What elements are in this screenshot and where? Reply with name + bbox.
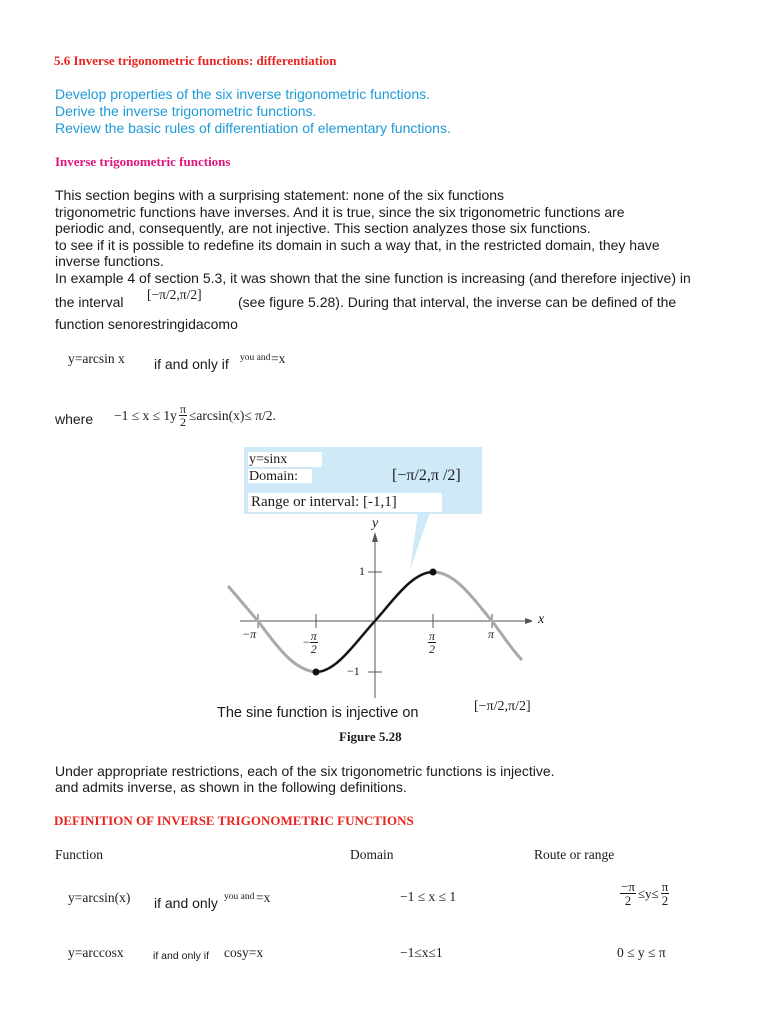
paragraph-line-3: periodic and, consequently, are not injective. This section analyzes those six functions. <box>55 220 591 236</box>
axis-y-label: y <box>372 516 379 531</box>
figure-caption-text: The sine function is injective on <box>217 705 419 721</box>
paragraph-line-8: function senorestringidacomo <box>55 316 238 332</box>
row2-right: cosy=x <box>224 945 264 960</box>
eq1-right: =x <box>271 351 286 366</box>
callout-pointer <box>410 512 430 570</box>
eq2-frac <box>179 403 187 428</box>
paragraph-line-2: trigonometric functions have inverses. And it is true, since the six trigonometric functions are <box>55 204 625 220</box>
row1-range-frac2 <box>661 880 670 907</box>
y-axis-arrow <box>372 532 378 542</box>
sine-graph <box>222 512 532 702</box>
paragraph-line-1: This section begins with a surprising statement: none of the six functions <box>55 187 505 203</box>
row1-range-num2: π <box>661 879 669 894</box>
tick-label-y-neg: −1 <box>347 664 360 678</box>
tick-half-num: π <box>429 629 436 643</box>
row1-range <box>620 880 669 907</box>
paragraph-line-6: In example 4 of section 5.3, it was shown that the sine function is increasing (and therefore injective) in <box>55 270 691 286</box>
row1-mid: if and only <box>154 895 218 911</box>
x-axis-arrow <box>525 618 532 624</box>
paragraph-line-4: to see if it is possible to redefine its domain in such a way that, in the restricted domain, they have <box>55 237 660 253</box>
callout-range: Range or interval: [-1,1] <box>251 494 397 510</box>
eq2-rest: ≤arcsin(x)≤ π/2. <box>189 407 276 423</box>
eq2-frac-den: 2 <box>179 415 186 429</box>
table-header-function: Function <box>55 847 104 862</box>
axis-x-label: x <box>538 612 545 627</box>
tick-label-neg-half-pi <box>303 630 318 655</box>
eq1-tiny: you and <box>240 353 271 363</box>
definition-heading: DEFINITION OF INVERSE TRIGONOMETRIC FUNCTIONS <box>54 813 414 828</box>
paragraph-line-5: inverse functions. <box>55 253 164 269</box>
row2-domain: −1≤x≤1 <box>400 945 443 960</box>
row1-range-mid: ≤y≤ <box>637 885 659 901</box>
callout-domain-label: Domain: <box>249 469 298 484</box>
endpoint-min <box>313 669 320 676</box>
eq1-left: y=arcsin x <box>68 351 125 366</box>
table-header-domain: Domain <box>350 847 394 862</box>
row1-right: =x <box>256 890 271 905</box>
eq1-mid: if and only if <box>154 356 229 372</box>
eq2 <box>114 403 276 428</box>
tick-label-half-pi <box>428 630 436 655</box>
eq2-frac-num: π <box>179 402 186 416</box>
tick-neg-sign: − <box>303 635 310 649</box>
paragraph-line-7a: the interval <box>55 294 124 310</box>
objective-2: Derive the inverse trigonometric functions. <box>55 103 317 119</box>
objective-3: Review the basic rules of differentiation of elementary functions. <box>55 120 451 136</box>
callout-domain-value: [−π/2,π /2] <box>392 467 461 484</box>
paragraph-line-7b: (see figure 5.28). During that interval, the inverse can be defined of the <box>238 294 677 310</box>
row1-function: y=arcsin(x) <box>68 890 131 905</box>
row1-range-num1: −π <box>621 879 635 894</box>
eq2-cond: −1 ≤ x ≤ 1y <box>114 407 177 423</box>
paragraph-interval: [−π/2,π/2] <box>147 287 202 302</box>
endpoint-max <box>430 569 437 576</box>
para2-line-2: and admits inverse, as shown in the following definitions. <box>55 779 407 795</box>
row2-range: 0 ≤ y ≤ π <box>617 945 666 960</box>
tick-neg-half-num: π <box>310 629 317 643</box>
tick-label-neg-pi: −π <box>242 627 257 641</box>
row1-range-den1: 2 <box>624 893 632 908</box>
tick-half-frac <box>428 630 436 655</box>
eq2-where: where <box>55 411 94 427</box>
figure-caption-interval: [−π/2,π/2] <box>474 699 531 714</box>
row1-range-den2: 2 <box>661 893 669 908</box>
callout-function: y=sinx <box>249 452 288 467</box>
row2-function: y=arccosx <box>68 945 124 960</box>
row1-tiny: you and <box>224 892 255 902</box>
tick-neg-half-den: 2 <box>310 642 317 656</box>
subheading: Inverse trigonometric functions <box>55 154 231 169</box>
figure-callout <box>244 447 482 514</box>
figure-label: Figure 5.28 <box>339 729 402 744</box>
objective-1: Develop properties of the six inverse trigonometric functions. <box>55 86 431 102</box>
tick-neg-half-frac <box>310 630 318 655</box>
para2-line-1: Under appropriate restrictions, each of the six trigonometric functions is injective. <box>55 763 555 779</box>
section-heading: 5.6 Inverse trigonometric functions: differentiation <box>54 53 337 68</box>
tick-label-y-pos: 1 <box>359 564 365 578</box>
row1-domain: −1 ≤ x ≤ 1 <box>400 889 457 904</box>
row1-range-frac1 <box>620 880 636 907</box>
tick-label-pi: π <box>488 627 495 641</box>
row2-mid: if and only if <box>153 950 210 962</box>
tick-half-den: 2 <box>429 642 435 656</box>
table-header-range: Route or range <box>534 847 615 862</box>
